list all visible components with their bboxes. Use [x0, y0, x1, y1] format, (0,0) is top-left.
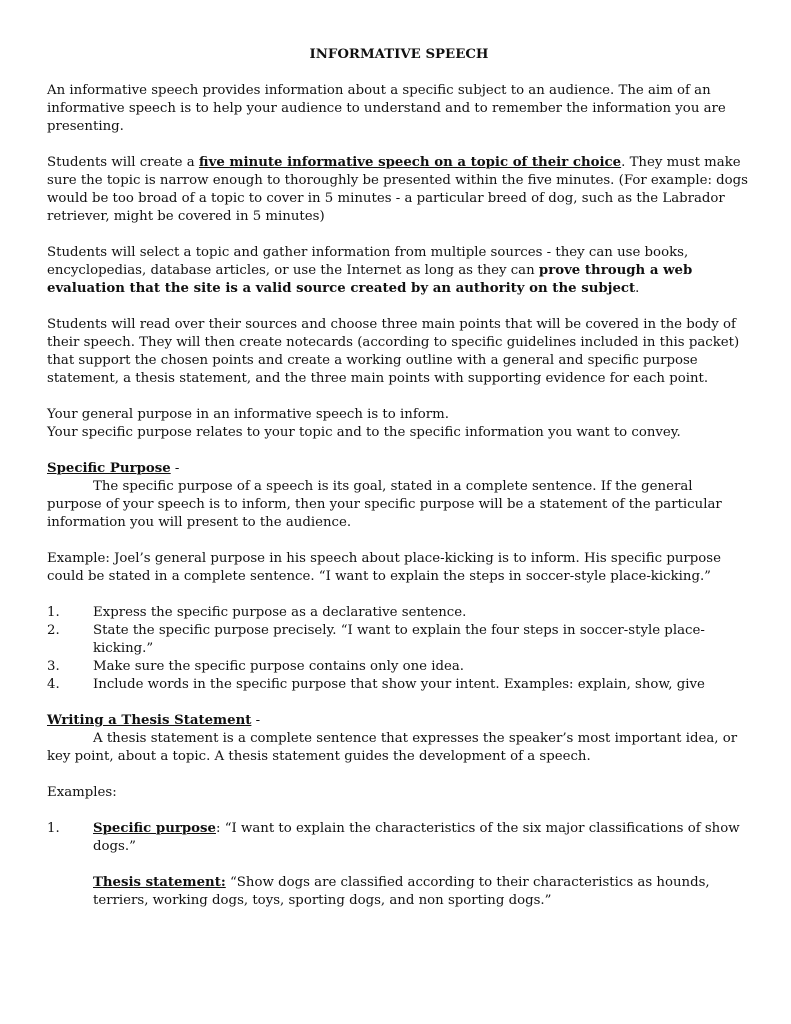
example-sp-label: Specific purpose — [93, 821, 216, 836]
general-purpose-line: Your general purpose in an informative speech is to inform. — [47, 407, 449, 422]
assignment-emphasis: five minute informative speech on a topic of their choice — [198, 155, 622, 170]
example-sp-text: : “I want to explain the characteristics of the six major classifications of show dogs.” — [93, 821, 740, 854]
sources-paragraph — [47, 244, 751, 298]
assignment-paragraph — [47, 154, 751, 226]
specific-purpose-dash: - — [170, 461, 180, 476]
thesis-body: A thesis statement is a complete sentence that expresses the speaker’s most important idea, or key point, about a topic. A thesis statement guides the development of a speech. — [47, 731, 738, 764]
sources-text-a: Students will select a topic and gather information from multiple sources - they can use books, encyclopedias, database articles, or use the Internet as long as they can — [47, 245, 689, 278]
intro-paragraph: An informative speech provides information about a specific subject to an audience. The aim of an informative speech is to help your audience to understand and to remember the information you are presenting. — [47, 83, 726, 134]
specific-purpose-section — [47, 460, 751, 532]
assignment-text-a: Students will create a — [47, 155, 199, 170]
sources-text-c: . — [635, 281, 640, 296]
list-number: 4. — [47, 677, 60, 692]
purpose-paragraph — [47, 406, 751, 442]
list-text: Include words in the specific purpose that show your intent. Examples: explain, show, give — [93, 677, 705, 692]
list-number: 3. — [47, 659, 60, 674]
example-number: 1. — [47, 821, 60, 836]
guidelines-list — [47, 604, 751, 694]
example-ts-label: Thesis statement: — [93, 875, 226, 890]
list-text: State the specific purpose precisely. “I want to explain the four steps in soccer-style place-kicking.” — [93, 623, 705, 656]
examples-label: Examples: — [47, 785, 117, 800]
thesis-heading: Writing a Thesis Statement — [47, 713, 252, 728]
example-paragraph: Example: Joel’s general purpose in his speech about place-kicking is to inform. His specific purpose could be stated in a complete sentence. “I want to explain the steps in soccer-style place-kicking.” — [47, 551, 721, 584]
example-thesis-statement — [93, 874, 751, 910]
list-number: 1. — [47, 605, 60, 620]
thesis-dash: - — [251, 713, 261, 728]
example-specific-purpose — [93, 820, 751, 856]
list-item — [47, 658, 751, 676]
example-content — [93, 820, 751, 910]
list-item — [47, 622, 751, 658]
example-ts-text: “Show dogs are classified according to their characteristics as hounds, terriers, working dogs, toys, sporting dogs, and non sporting dogs.” — [93, 875, 710, 908]
assignment-text-c: . They must make sure the topic is narrow enough to thoroughly be presented within the five minutes. (For example: dogs would be too broad of a topic to cover in 5 minutes - a particular breed of dog, such as the Labrador retriever, might be covered in 5 minutes) — [47, 155, 749, 224]
sources-emphasis: prove through a web evaluation that the site is a valid source created by an authority on the subject — [47, 263, 693, 296]
notecards-paragraph: Students will read over their sources and choose three main points that will be covered in the body of their speech. They will then create notecards (according to specific guidelines included in this packet) that support the chosen points and create a working outline with a general and specific purpose statement, a thesis statement, and the three main points with supporting evidence for each point. — [47, 317, 740, 386]
list-item — [47, 604, 751, 622]
list-text: Express the specific purpose as a declarative sentence. — [93, 605, 467, 620]
specific-purpose-body: The specific purpose of a speech is its goal, stated in a complete sentence. If the general purpose of your speech is to inform, then your specific purpose will be a statement of the particular information you will present to the audience. — [47, 479, 722, 530]
thesis-heading-line — [47, 712, 751, 730]
specific-purpose-heading-line — [47, 460, 751, 478]
page-title: INFORMATIVE SPEECH — [309, 47, 489, 62]
thesis-section — [47, 712, 751, 766]
specific-purpose-heading: Specific Purpose — [47, 461, 171, 476]
list-text: Make sure the specific purpose contains only one idea. — [93, 659, 465, 674]
list-number: 2. — [47, 623, 60, 638]
example-item — [47, 820, 751, 910]
list-item — [47, 676, 751, 694]
specific-purpose-line: Your specific purpose relates to your topic and to the specific information you want to convey. — [47, 425, 681, 440]
